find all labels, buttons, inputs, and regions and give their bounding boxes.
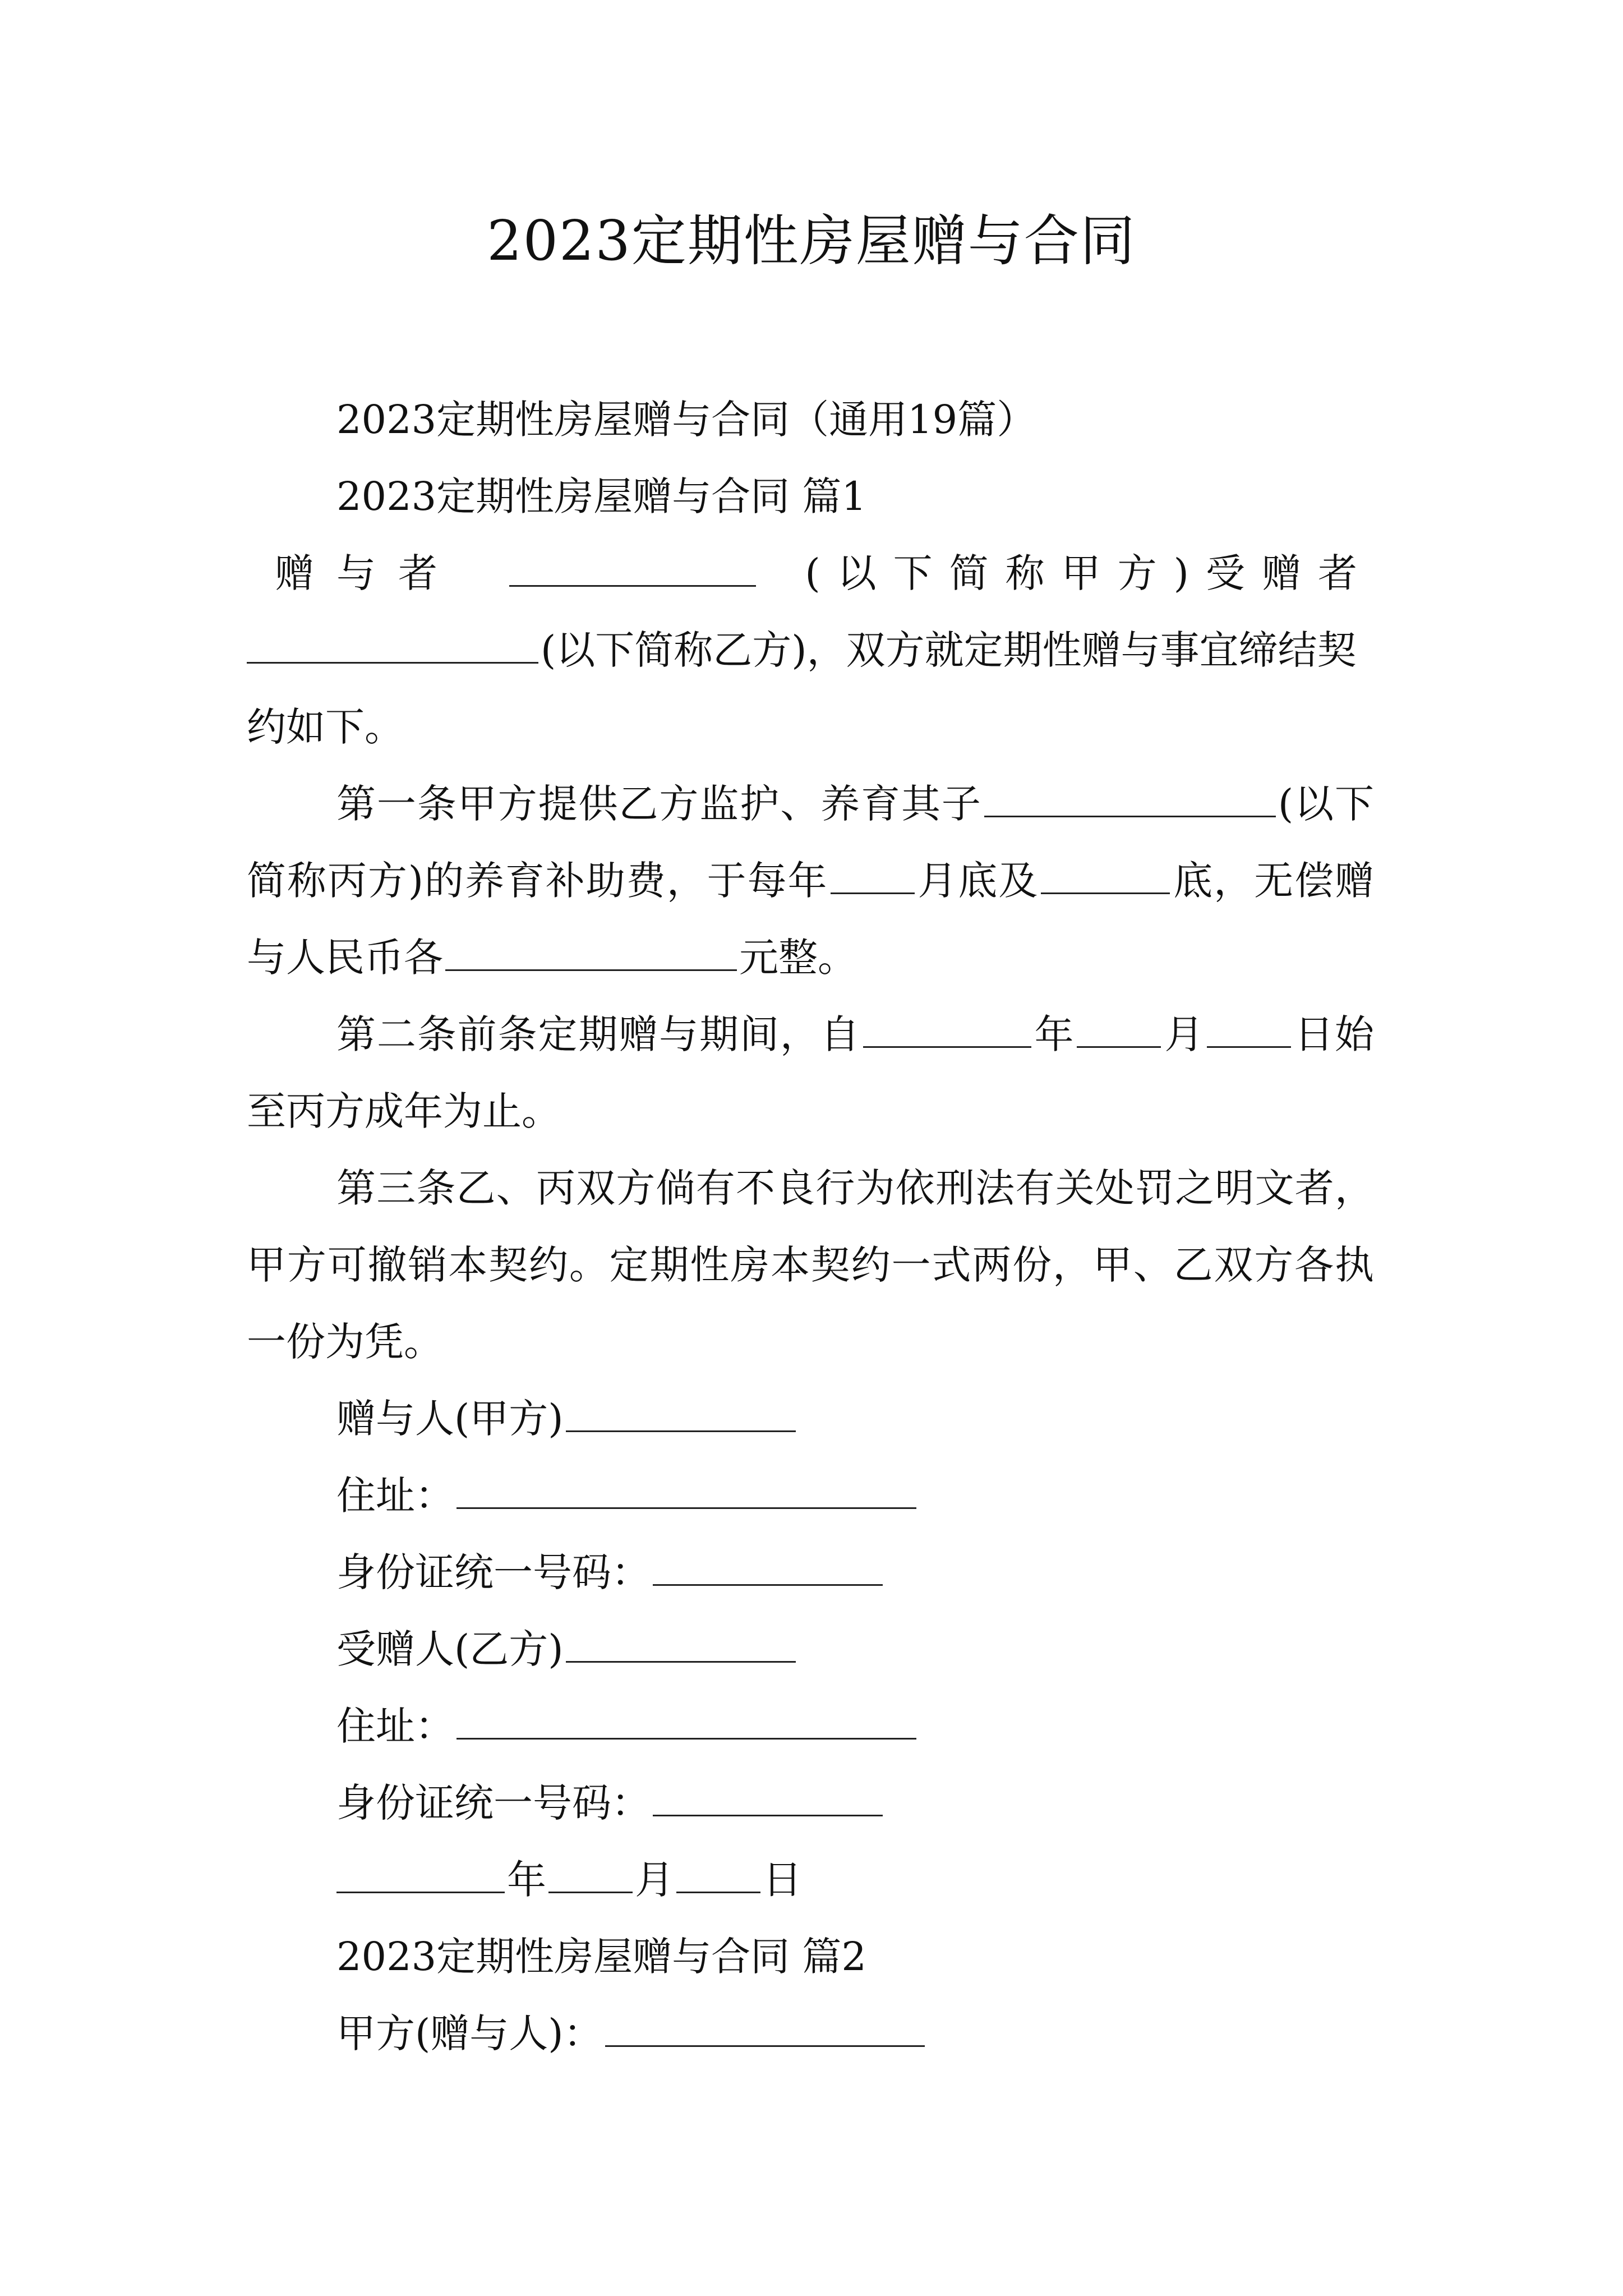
part2-heading: 2023定期性房屋赠与合同 篇2: [336, 1934, 866, 1980]
start-month-blank[interactable]: [1077, 1010, 1161, 1048]
article1-part-e: 元整。: [739, 935, 857, 981]
donor-signature-blank[interactable]: [566, 1395, 796, 1432]
donor-signature-line: [247, 1381, 1374, 1457]
child-name-blank[interactable]: [984, 780, 1276, 817]
start-year-blank[interactable]: [863, 1010, 1031, 1048]
second-month-blank[interactable]: [1041, 857, 1170, 894]
donee-address-label: 住址：: [336, 1703, 454, 1749]
article1-part-b: (以下简称丙方)的养育补助费，于每年: [247, 781, 1375, 904]
donor-name-blank[interactable]: [509, 549, 756, 587]
party-a-blank[interactable]: [605, 2009, 925, 2047]
article2-part-a: 第二条前条定期赠与期间，自: [336, 1011, 861, 1057]
month-blank[interactable]: [831, 857, 915, 894]
intro-after-blank: (以下简称乙方)，双方就定期性赠与事宜缔结契约如下。: [247, 627, 1357, 750]
document-body: [247, 381, 1374, 2072]
donor-id-blank[interactable]: [653, 1548, 883, 1586]
part1-heading: 2023定期性房屋赠与合同 篇1: [336, 473, 866, 519]
sign-year-blank[interactable]: [336, 1856, 505, 1893]
donor-id-label: 身份证统一号码：: [336, 1549, 651, 1595]
sign-month-blank[interactable]: [548, 1856, 633, 1893]
article2-month: 月: [1163, 1011, 1205, 1057]
signing-date-line: [247, 1842, 1374, 1918]
donee-address-line: [247, 1688, 1374, 1765]
sign-day-blank[interactable]: [676, 1856, 760, 1893]
donee-id-label: 身份证统一号码：: [336, 1780, 651, 1826]
article1-part-d: 底，无偿赠与人民币各: [247, 858, 1375, 981]
sign-day-label: 日: [763, 1857, 802, 1903]
article1-part-a: 第一条甲方提供乙方监护、养育其子: [336, 781, 982, 827]
donor-label: 赠与者: [275, 550, 460, 596]
article2-year: 年: [1033, 1011, 1075, 1057]
donor-id-line: [247, 1534, 1374, 1611]
party-a-line: [247, 1995, 1374, 2072]
donee-name-blank[interactable]: [247, 626, 538, 664]
intro-paragraph: [247, 535, 1374, 766]
donee-signature-blank[interactable]: [566, 1625, 796, 1663]
donor-address-label: 住址：: [336, 1473, 454, 1519]
donee-signature-label: 受赠人(乙方): [336, 1626, 564, 1672]
donee-address-blank[interactable]: [457, 1702, 916, 1740]
donor-address-line: [247, 1457, 1374, 1534]
article2-day: 日: [1293, 1011, 1335, 1057]
article1-part-c: 月底及: [916, 858, 1039, 904]
article-2: [247, 996, 1374, 1150]
article-3: 第三条乙、丙双方倘有不良行为依刑法有关处罚之明文者，甲方可撤销本契约。定期性房本契约一式两份，甲、乙双方各执一份为凭。: [247, 1165, 1374, 1365]
donee-id-blank[interactable]: [653, 1779, 883, 1816]
donor-signature-label: 赠与人(甲方): [336, 1396, 564, 1442]
sign-year-label: 年: [507, 1857, 546, 1903]
start-day-blank[interactable]: [1207, 1010, 1291, 1048]
document-subtitle: 2023定期性房屋赠与合同（通用19篇）: [336, 397, 1036, 443]
donee-id-line: [247, 1765, 1374, 1842]
party-a-label: 甲方(赠与人)：: [336, 2010, 603, 2056]
sign-month-label: 月: [635, 1857, 674, 1903]
donor-address-blank[interactable]: [457, 1471, 916, 1509]
intro-middle-text: (以下简称甲方)受赠者: [805, 550, 1374, 596]
donee-signature-line: [247, 1611, 1374, 1688]
article2-part-b: 始至丙方成年为止。: [247, 1011, 1375, 1134]
document-title: 2023定期性房屋赠与合同: [487, 209, 1136, 273]
amount-blank[interactable]: [445, 933, 737, 971]
article-1: [247, 766, 1374, 996]
